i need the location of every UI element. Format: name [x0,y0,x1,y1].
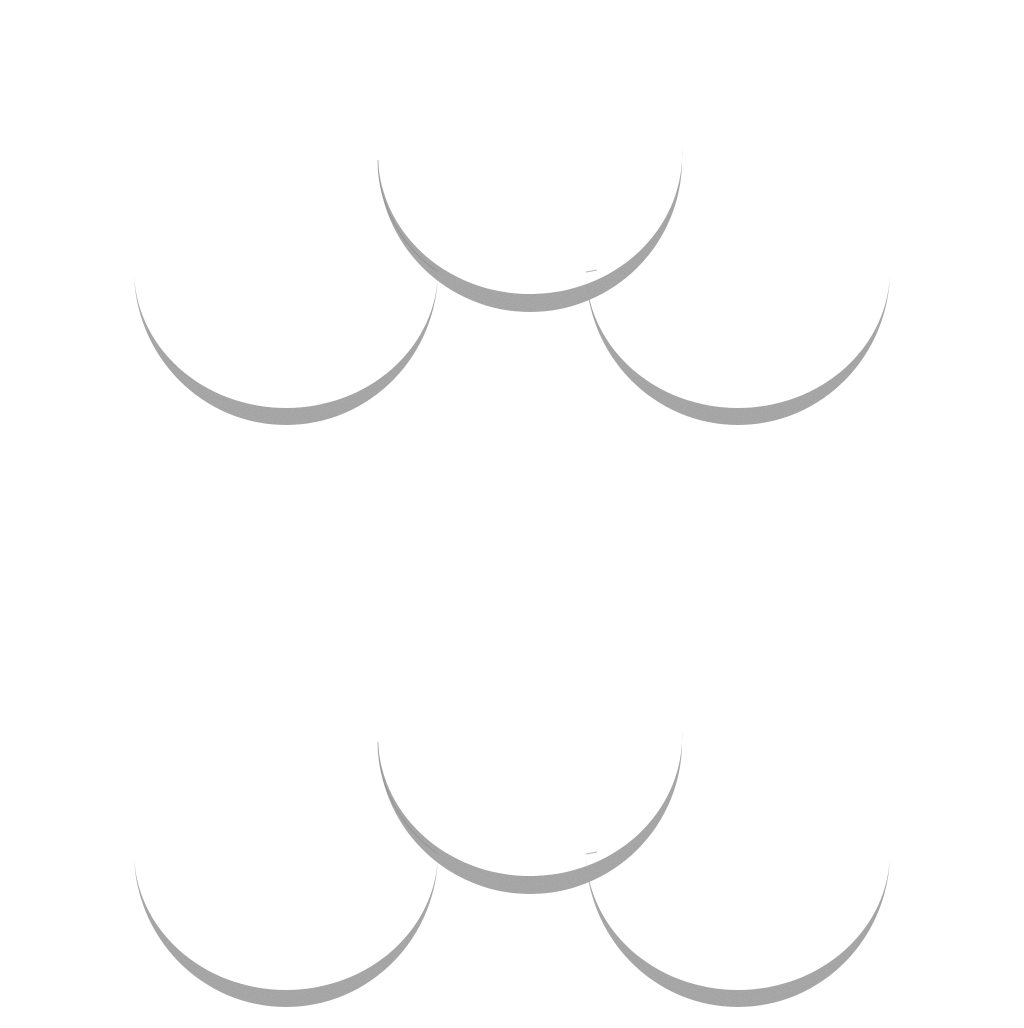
upper-pattern-outlines [378,160,597,272]
semicircle-shadow [586,852,890,1007]
upper-pattern [134,148,890,425]
semicircle-shadow [586,270,890,425]
semicircle-shadow [378,148,682,312]
semicircle-shadow [378,730,682,894]
semicircle-shadow [134,852,438,1007]
lower-pattern-outlines [378,742,597,854]
semicircle-shadow [134,270,438,425]
lower-pattern [134,730,890,1007]
